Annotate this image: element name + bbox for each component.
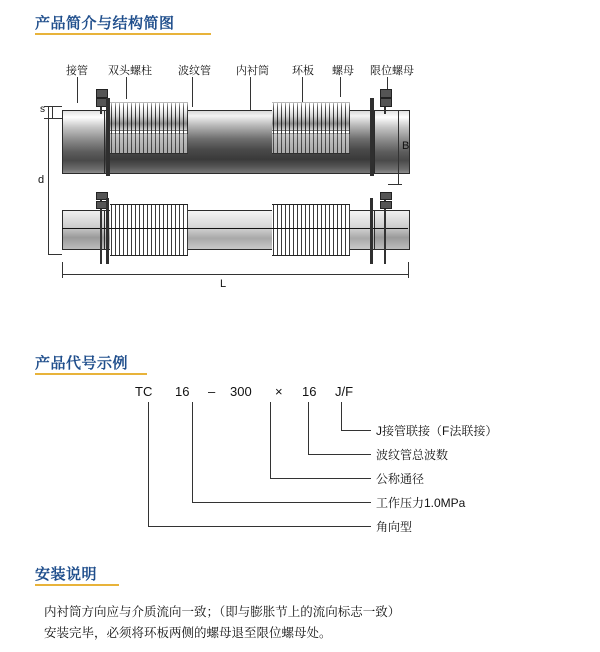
leader-jieguan (77, 77, 78, 103)
nut-right-2 (380, 98, 392, 107)
product-code-example (40, 378, 560, 538)
code-token-times: × (275, 384, 283, 399)
ring-plate-right-bottom (370, 198, 373, 264)
dim-d-line (48, 106, 49, 254)
install-note-1: 内衬筒方向应与介质流向一致；（即与膨胀节上的流向标志一致） (44, 605, 401, 619)
callout-label-jieguan: 接管 (66, 65, 88, 77)
bellows-bottom-left (110, 204, 188, 256)
dim-s-bot (44, 118, 62, 119)
pipe-end-left (62, 110, 106, 174)
code-line-300 (270, 402, 271, 478)
dim-L-left (62, 262, 63, 278)
nut-left-1 (96, 89, 108, 98)
centerline-bottom (62, 228, 408, 229)
code-line-tc (148, 402, 149, 526)
code-line-16b (308, 402, 309, 454)
code-desc-diameter: 公称通径 (376, 472, 425, 486)
section-rule-intro (35, 33, 211, 35)
nut-right-bottom-2 (380, 201, 392, 209)
code-token-jf: J/F (335, 384, 354, 399)
callout-label-bowenguan: 波纹管 (178, 65, 211, 77)
code-token-300: 300 (230, 384, 252, 399)
ring-plate-left-bottom (106, 198, 109, 264)
dim-B-bot (388, 184, 402, 185)
callout-label-shuangtou: 双头螺柱 (108, 65, 152, 77)
section-title-install: 安装说明 (35, 566, 98, 583)
code-token-tc: TC (135, 384, 153, 399)
code-desc-wavecount: 波纹管总波数 (376, 448, 449, 462)
bellows-top-left-lower (110, 130, 188, 154)
code-desc-pressure: 工作压力1.0MPa (376, 496, 466, 510)
code-tick-16a (192, 502, 371, 503)
bellows-top-right-lower (272, 130, 350, 154)
nut-right-1 (380, 89, 392, 98)
dim-label-s: s (40, 104, 45, 115)
nut-right-bottom-1 (380, 192, 392, 200)
code-token-16a: 16 (175, 384, 190, 399)
leader-luomu (340, 77, 341, 97)
ring-plate-left (106, 98, 110, 176)
dim-L-right (408, 262, 409, 278)
code-desc-type: 角向型 (376, 520, 413, 534)
section-rule-code (35, 373, 147, 375)
pipe-end-right-bottom (374, 210, 410, 250)
dim-label-d: d (38, 174, 45, 186)
leader-huanban (302, 77, 303, 103)
section-title-intro: 产品简介与结构简图 (35, 15, 175, 32)
dim-L-line (62, 274, 408, 275)
dim-label-L: L (220, 278, 227, 290)
code-tick-jf (341, 430, 371, 431)
callout-label-neichentong: 内衬筒 (236, 65, 269, 77)
dim-B-line (398, 110, 399, 184)
code-token-16b: 16 (302, 384, 317, 399)
dim-B-top (388, 110, 402, 111)
code-tick-300 (270, 478, 371, 479)
code-line-16a (192, 402, 193, 502)
leader-bowenguan (192, 77, 193, 107)
callout-label-luomu: 螺母 (332, 65, 354, 77)
section-title-code: 产品代号示例 (35, 355, 129, 372)
dim-label-B: B (402, 140, 410, 152)
code-tick-16b (308, 454, 371, 455)
section-rule-install (35, 584, 119, 586)
install-note-2: 安装完毕，必须将环板两侧的螺母退至限位螺母处。 (44, 626, 332, 640)
dim-s-line (52, 106, 53, 118)
bellows-bottom-right (272, 204, 350, 256)
code-token-dash: – (208, 384, 216, 399)
structure-diagram (40, 62, 560, 292)
dim-d-bot (48, 254, 62, 255)
code-tick-tc (148, 526, 371, 527)
code-desc-connection: J接管联接（F法联接） (376, 424, 498, 438)
leader-shuangtou (126, 77, 127, 99)
code-line-jf (341, 402, 342, 430)
dim-d-top (48, 106, 62, 107)
ring-plate-right (370, 98, 374, 176)
callout-label-xianwei: 限位螺母 (370, 65, 414, 77)
callout-label-huanban: 环板 (292, 65, 314, 77)
